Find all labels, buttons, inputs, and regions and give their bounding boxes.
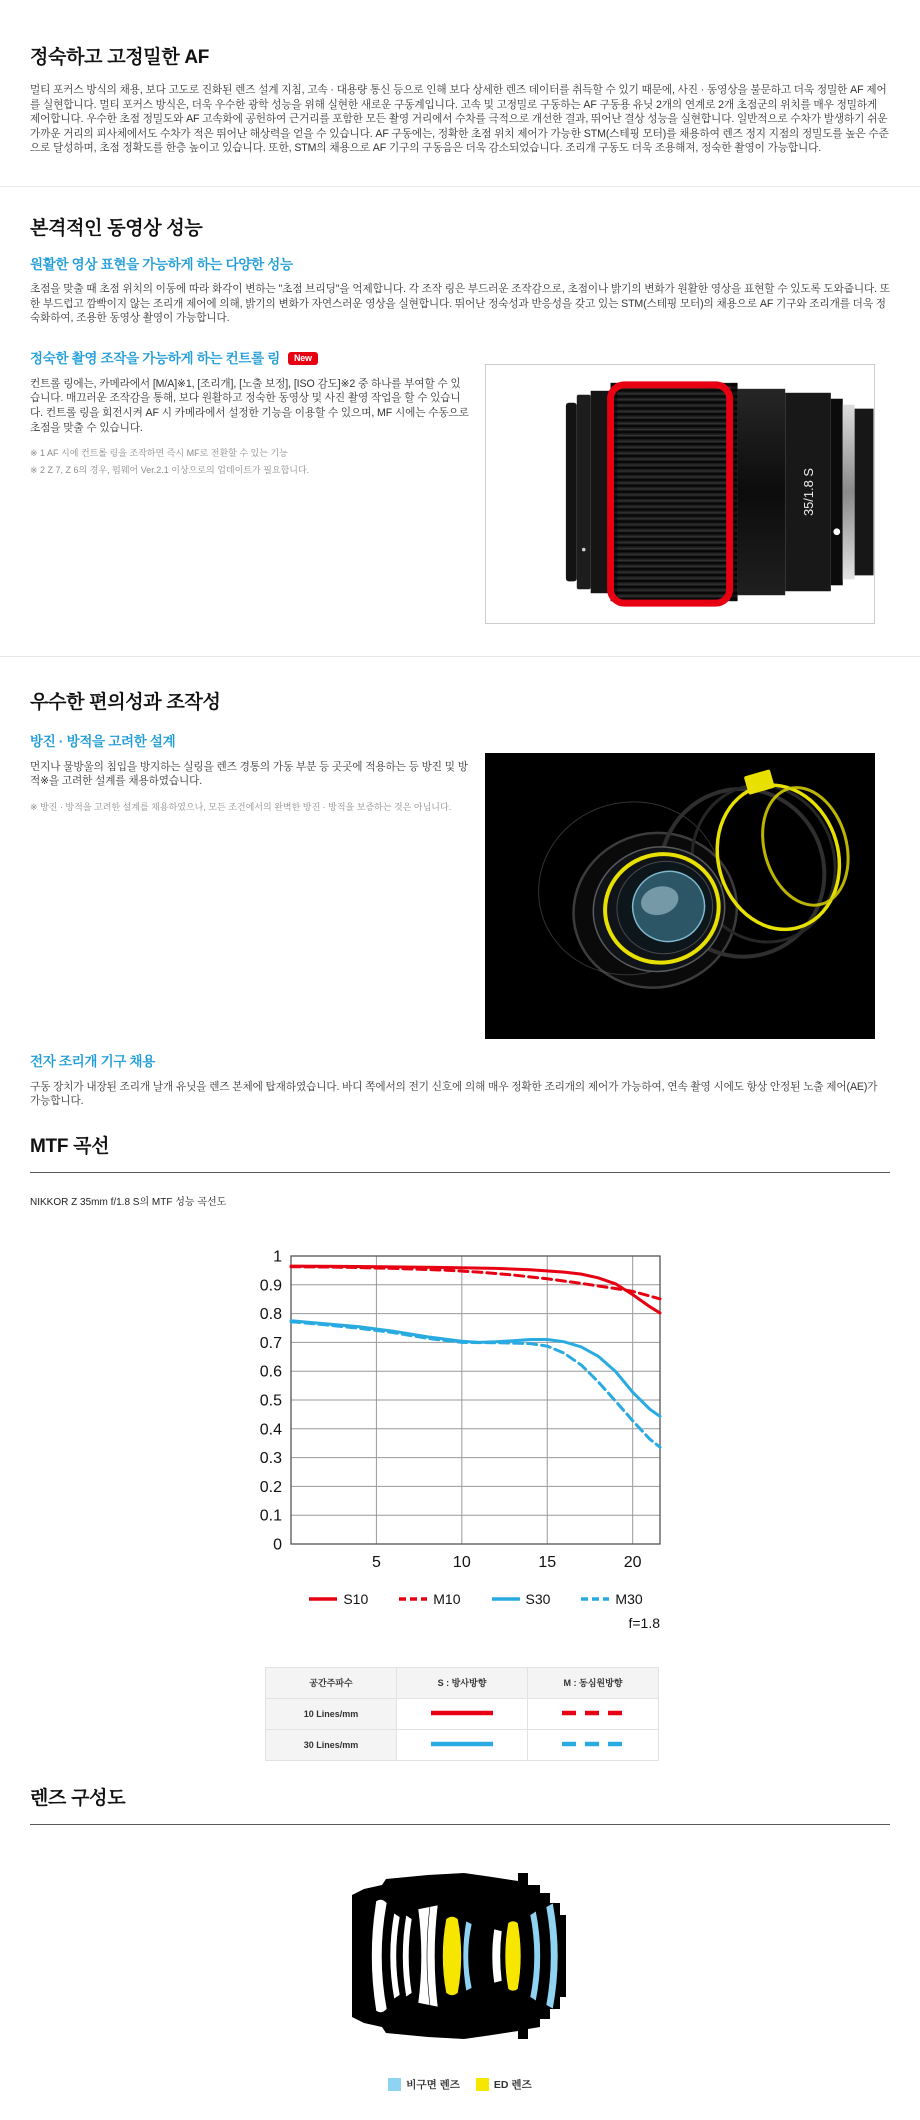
footnote-1: ※ 1 AF 시에 컨트롤 링을 조작하면 즉시 MF로 전환할 수 있는 기능: [30, 448, 288, 459]
construction-legend: [30, 2077, 890, 2092]
table-line-swatch: [560, 1709, 626, 1717]
mtf-table-header: 공간주파수: [266, 1667, 397, 1698]
subheading-control-ring: [30, 350, 470, 368]
legend-item-M10: [398, 1591, 460, 1607]
ed-element-2: [505, 1921, 521, 1991]
lens-construction-diagram: [342, 1861, 579, 2051]
svg-text:0.4: 0.4: [259, 1421, 282, 1439]
mtf-table-row: [266, 1729, 659, 1760]
control-ring-body: 컨트롤 링에는, 카메라에서 [M/A]※1, [조리개], [노출 보정], [ISO 감도]※2 중 하나를 부여할 수 있습니다. 매끄러운 조작감을 통해, 보다 원활하고 정숙한 동영상 및 사진 촬영 작업을 할 수 있습니다. 컨트롤 링을 회전시켜 AF 시 카메라에서 설정한 기능을 이용할 수 있으며, MF 시에는 수동으로 초점을 맞출 수 있습니다.: [30, 377, 469, 434]
mtf-chart: [246, 1246, 670, 1631]
table-line-swatch: [429, 1709, 495, 1717]
sealing-note: ※ 방진 · 방적을 고려한 설계를 채용하였으나, 모든 조건에서의 완벽한 방진 · 방적을 보증하는 것은 아닙니다.: [30, 801, 452, 812]
svg-text:15: 15: [538, 1553, 557, 1571]
table-line-swatch: [429, 1740, 495, 1748]
new-badge: New: [288, 352, 318, 365]
legend-label-S10: S10: [343, 1590, 369, 1607]
svg-text:0.3: 0.3: [259, 1450, 282, 1468]
svg-text:0.2: 0.2: [259, 1478, 282, 1496]
smooth-video-body: 초점을 맞출 때 초점 위치의 이동에 따라 화각이 변하는 "초점 브리딩"을 억제합니다. 각 조작 링은 부드러운 조작감으로, 초점이나 밝기의 변화가 원활한 영상을 표현할 수 있도록 도와줍니다. 또한 부드럽고 깜빡이지 않는 조리개 제어에 의해, 밝기의 변화가 자연스러운 영상을 실현합니다. 뛰어난 정숙성과 반응성을 갖고 있는 STM(스테핑 모터)의 채용으로 AF 기구와 조리개를 더욱 정숙화하여, 조용한 동영상 촬영이 가능합니다.: [30, 282, 890, 325]
section-lens-construction: [0, 1761, 920, 2120]
svg-text:0.9: 0.9: [259, 1277, 282, 1295]
legend-line-S10: [308, 1595, 338, 1603]
legend-item-S10: [308, 1591, 368, 1607]
meridional-line-cell: [528, 1698, 659, 1729]
footnote-2: ※ 2 Z 7, Z 6의 경우, 펌웨어 Ver.2.1 이상으로의 업데이트가 필요합니다.: [30, 465, 310, 476]
aperture-label: f=1.8: [628, 1614, 660, 1631]
legend-label: 비구면 렌즈: [406, 2078, 460, 2091]
legend-line-S30: [491, 1595, 521, 1603]
diaphragm-body: 구동 장치가 내장된 조리개 날개 유닛을 렌즈 본체에 탑재하였습니다. 바디 쪽에서의 전기 신호에 의해 매우 정확한 조리개의 제어가 가능하여, 연속 촬영 시에도 항상 안정된 노출 제어(AE)가 가능합니다.: [30, 1080, 878, 1108]
lens-photo-illustration: [486, 365, 874, 623]
control-ring-block: [30, 350, 890, 624]
svg-text:0.8: 0.8: [259, 1306, 282, 1324]
mtf-table-header: S : 방사방향: [397, 1667, 528, 1698]
legend-label-S30: S30: [525, 1590, 551, 1607]
legend-label-M30: M30: [615, 1590, 643, 1607]
table-line-swatch: [560, 1740, 626, 1748]
mtf-table-row: [266, 1698, 659, 1729]
mtf-table-header-row: [266, 1667, 659, 1698]
section-title-construction: 렌즈 구성도: [30, 1787, 890, 1825]
meridional-line-cell: [528, 1729, 659, 1760]
sagittal-line-cell: [397, 1698, 528, 1729]
sealing-body: 먼지나 물방울의 침입을 방지하는 실링을 렌즈 경통의 가동 부분 등 곳곳에 적용하는 등 방진 및 방적※을 고려한 설계를 채용하였습니다.: [30, 760, 468, 788]
construction-legend-item: [388, 2077, 460, 2092]
control-ring-notes: [30, 445, 470, 479]
mount-index-dot: [833, 528, 840, 535]
mtf-chart-legend: [291, 1591, 660, 1607]
svg-text:5: 5: [371, 1553, 381, 1571]
frequency-cell: 10 Lines/mm: [266, 1698, 397, 1729]
construction-legend-item: [476, 2077, 532, 2092]
sealing-cutaway-image: [485, 753, 875, 1039]
lens-model-label: 35/1.8 S: [800, 467, 816, 516]
svg-text:0: 0: [273, 1536, 282, 1554]
sagittal-line-cell: [397, 1729, 528, 1760]
legend-item-M30: [580, 1591, 642, 1607]
subheading-smooth-video: 원활한 영상 표현을 가능하게 하는 다양한 성능: [30, 256, 293, 272]
mtf-table-header: M : 동심원방향: [528, 1667, 659, 1698]
section-title-video: 본격적인 동영상 성능: [30, 217, 203, 239]
legend-line-M30: [580, 1595, 610, 1603]
svg-text:0.5: 0.5: [259, 1392, 282, 1410]
section-mtf: [0, 1109, 920, 1761]
svg-text:0.6: 0.6: [259, 1363, 282, 1381]
mtf-table: [265, 1667, 659, 1761]
legend-color-swatch: [388, 2078, 401, 2091]
ed-element-1: [442, 1916, 461, 1995]
subheading-sealing: 방진 · 방적을 고려한 설계: [30, 733, 176, 749]
mtf-chart-svg: [246, 1246, 670, 1582]
subheading-diaphragm: 전자 조리개 기구 채용: [30, 1053, 156, 1069]
af-body-text: 멀티 포커스 방식의 채용, 보다 고도로 진화된 렌즈 설계 지침, 고속 · 대용량 통신 등으로 인해 보다 상세한 렌즈 데이터를 취득할 수 있기 때문에, 사진 · 동영상을 불문하고 더욱 정밀한 AF 제어를 실현합니다. 멀티 포커스 방식은, 더욱 우수한 광학 성능을 위해 실현한 새로운 구동계입니다. 고속 및 고정밀로 구동하는 AF 구동용 유닛 2개의 연계로 2개 초점군의 위치를 매우 정밀하게 제어합니다. 우수한 초점 정밀도와 AF 고속화에 공헌하여 근거리를 포함한 모든 촬영 거리에서 수차를 극적으로 개선한 결과, 뛰어난 결상 성능을 실현합니다. 일반적으로 수차가 발생하기 쉬운 가까운 거리의 피사체에서도 수차가 적은 뛰어난 해상력을 얻을 수 있습니다. AF 구동에는, 정확한 초점 위치 제어가 가능한 STM(스테핑 모터)를 채용하여 렌즈 정지 지점의 정밀도를 높은 수준으로 달성하며, 초점 정확도를 한층 높이고 있습니다. 또한, STM의 채용으로 AF 기구의 구동음은 더욱 감소되었습니다. 조리개 구동도 더욱 조용해져, 정숙한 촬영이 가능합니다.: [30, 84, 889, 155]
section-usability: [0, 657, 920, 1109]
mtf-caption: NIKKOR Z 35mm f/1.8 S의 MTF 성능 곡선도: [30, 1196, 227, 1208]
control-ring-title-text: 정숙한 촬영 조작을 가능하게 하는 컨트롤 링: [30, 350, 281, 366]
legend-color-swatch: [476, 2078, 489, 2091]
svg-text:20: 20: [623, 1553, 642, 1571]
sealing-illustration: [485, 753, 875, 1039]
legend-line-M10: [398, 1595, 428, 1603]
legend-label: ED 렌즈: [493, 2078, 532, 2091]
lens-control-ring-photo: [485, 364, 875, 624]
legend-item-S30: [491, 1591, 551, 1607]
svg-text:10: 10: [452, 1553, 471, 1571]
svg-text:0.7: 0.7: [259, 1334, 282, 1352]
section-title-mtf: MTF 곡선: [30, 1135, 890, 1173]
legend-label-M10: M10: [433, 1590, 461, 1607]
svg-text:0.1: 0.1: [259, 1507, 282, 1525]
svg-text:1: 1: [273, 1248, 282, 1266]
section-video-performance: [0, 187, 920, 657]
frequency-cell: 30 Lines/mm: [266, 1729, 397, 1760]
section-quiet-af: [0, 0, 920, 187]
section-title-usability: 우수한 편의성과 조작성: [30, 691, 221, 713]
section-title-quiet-af: 정숙하고 고정밀한 AF: [30, 47, 210, 68]
